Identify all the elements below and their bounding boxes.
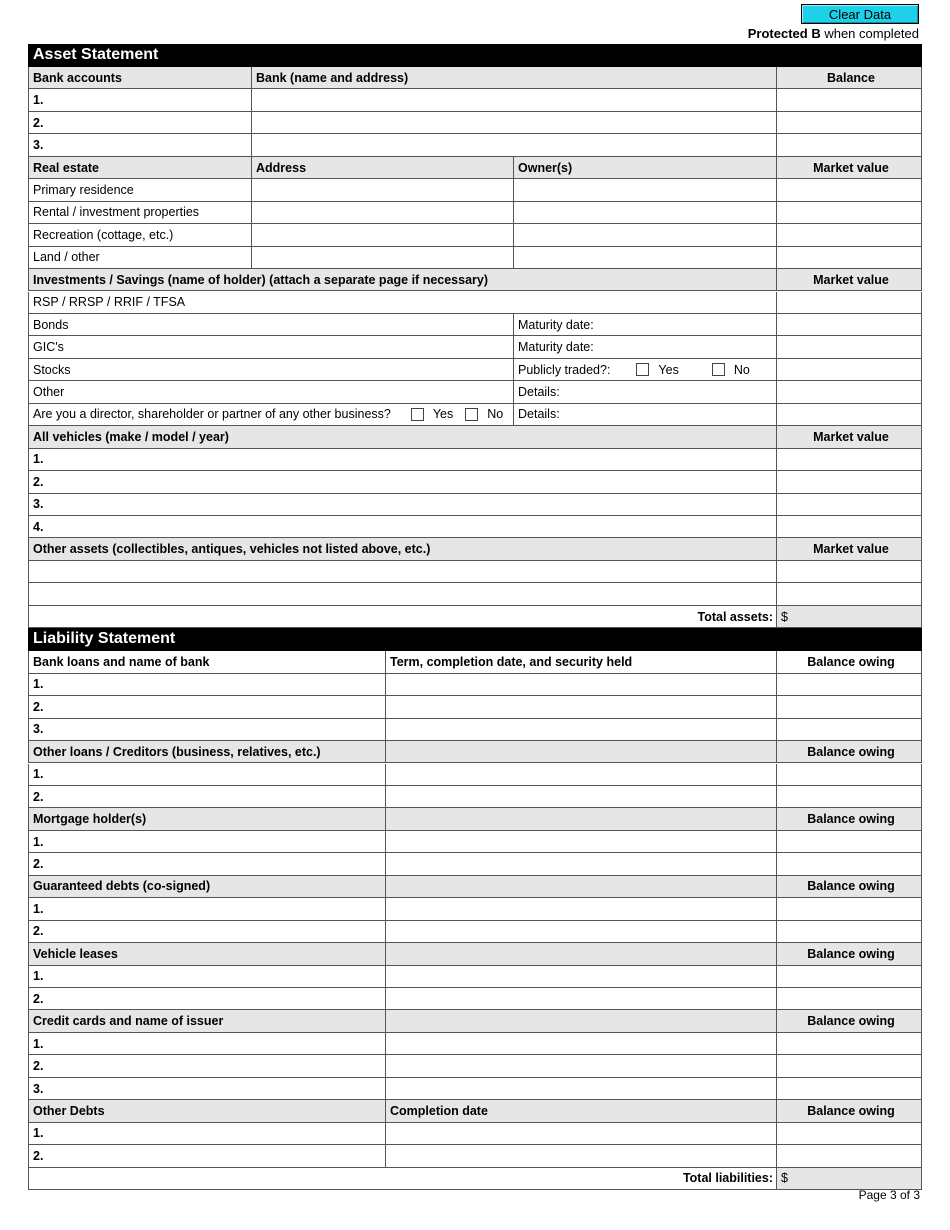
total-assets-label: Total assets: xyxy=(697,609,773,624)
vehicle-leases-label: Vehicle leases xyxy=(33,946,118,961)
vehicles-label: All vehicles (make / model / year) xyxy=(33,429,229,444)
real-estate-3-address-field[interactable] xyxy=(252,224,514,246)
market-value-label: Market value xyxy=(813,272,889,287)
mortgage-2-detail-field[interactable] xyxy=(386,853,777,875)
market-value-label: Market value xyxy=(813,542,889,557)
completion-date-header xyxy=(386,1100,777,1122)
vehicle-leases-balance-header xyxy=(777,943,922,965)
other-asset-2-field[interactable] xyxy=(28,583,777,605)
bank-name-header xyxy=(252,67,777,89)
credit-cards-3-field[interactable] xyxy=(28,1078,386,1100)
real-estate-type-4 xyxy=(28,247,252,269)
real-estate-3-owners-field[interactable] xyxy=(514,224,777,246)
credit-cards-3-balance-field[interactable] xyxy=(777,1078,922,1100)
credit-cards-label: Credit cards and name of issuer xyxy=(33,1014,224,1029)
other-debts-header xyxy=(28,1100,386,1122)
guaranteed-1-detail-field[interactable] xyxy=(386,898,777,920)
balance-label: Balance xyxy=(827,70,875,85)
vehicle-2-value-field[interactable] xyxy=(777,471,922,493)
stocks-field[interactable] xyxy=(28,359,514,381)
bank-name-label: Bank (name and address) xyxy=(256,70,409,85)
director-yes-checkbox[interactable] xyxy=(411,408,424,421)
guaranteed-label: Guaranteed debts (co-signed) xyxy=(33,879,211,894)
other-assets-label: Other assets (collectibles, antiques, vehicles not listed above, etc.) xyxy=(33,542,431,557)
other-debts-balance-header xyxy=(777,1100,922,1122)
mortgage-header-blank xyxy=(386,808,777,830)
gics-label: GIC's xyxy=(33,340,64,355)
other-debt-1-date-field[interactable] xyxy=(386,1123,777,1145)
director-no-checkbox[interactable] xyxy=(465,408,478,421)
other-debt-2-field[interactable] xyxy=(28,1145,386,1167)
protected-suffix: when completed xyxy=(820,26,919,41)
director-question-cell xyxy=(28,404,514,426)
publicly-traded-yes-checkbox[interactable] xyxy=(636,363,649,376)
credit-cards-header xyxy=(28,1010,386,1032)
mortgage-label: Mortgage holder(s) xyxy=(33,812,147,827)
vehicles-header xyxy=(28,426,777,448)
mortgage-balance-header xyxy=(777,808,922,830)
real-estate-type-2 xyxy=(28,202,252,224)
vehicle-leases-1-field[interactable] xyxy=(28,966,386,988)
maturity-date-label: Maturity date: xyxy=(518,340,594,355)
details-label: Details: xyxy=(518,385,560,400)
balance-owing-label: Balance owing xyxy=(807,744,895,759)
vehicle-2-field[interactable] xyxy=(28,471,777,493)
other-loans-header xyxy=(28,741,386,763)
bank-1-balance-field[interactable] xyxy=(777,89,922,111)
balance-owing-label: Balance owing xyxy=(807,1014,895,1029)
row-number: 3. xyxy=(33,722,44,737)
real-estate-2-owners-field[interactable] xyxy=(514,202,777,224)
total-liabilities-label: Total liabilities: xyxy=(682,1171,773,1186)
gics-field[interactable] xyxy=(28,336,514,358)
protected-level: Protected B xyxy=(747,26,821,41)
other-loans-2-balance-field[interactable] xyxy=(777,786,922,808)
market-value-label: Market value xyxy=(813,160,889,175)
real-estate-type-label: Primary residence xyxy=(33,182,134,197)
bank-2-name-field[interactable] xyxy=(252,112,777,134)
balance-owing-header xyxy=(777,651,922,673)
bank-account-number: 3. xyxy=(33,138,44,153)
other-debt-2-date-field[interactable] xyxy=(386,1145,777,1167)
publicly-traded-options xyxy=(636,363,749,377)
yes-label: Yes xyxy=(658,362,679,377)
row-number: 3. xyxy=(33,1081,44,1096)
bonds-maturity-field[interactable] xyxy=(514,314,777,336)
guaranteed-2-detail-field[interactable] xyxy=(386,921,777,943)
vehicle-number: 3. xyxy=(33,497,44,512)
currency-symbol: $ xyxy=(781,1171,788,1186)
publicly-traded-label: Publicly traded?: xyxy=(518,362,611,377)
bonds-value-field[interactable] xyxy=(777,314,922,336)
mortgage-1-detail-field[interactable] xyxy=(386,831,777,853)
balance-owing-label: Balance owing xyxy=(807,946,895,961)
completion-date-label: Completion date xyxy=(390,1103,488,1118)
bank-account-number: 2. xyxy=(33,115,44,130)
other-loans-2-detail-field[interactable] xyxy=(386,786,777,808)
vehicle-3-value-field[interactable] xyxy=(777,494,922,516)
rsp-value-field[interactable] xyxy=(777,292,922,314)
credit-cards-1-field[interactable] xyxy=(28,1033,386,1055)
bank-3-balance-field[interactable] xyxy=(777,134,922,156)
real-estate-1-owners-field[interactable] xyxy=(514,179,777,201)
other-debt-2-balance-field[interactable] xyxy=(777,1145,922,1167)
total-assets-label-cell xyxy=(28,606,777,628)
term-header xyxy=(386,651,777,673)
row-number: 2. xyxy=(33,789,44,804)
vehicle-number: 1. xyxy=(33,452,44,467)
real-estate-type-3 xyxy=(28,224,252,246)
real-estate-type-1 xyxy=(28,179,252,201)
bank-account-2-field[interactable] xyxy=(28,112,252,134)
other-label: Other xyxy=(33,385,65,400)
vehicle-3-field[interactable] xyxy=(28,494,777,516)
other-loans-2-field[interactable] xyxy=(28,786,386,808)
balance-owing-label: Balance owing xyxy=(807,879,895,894)
balance-owing-label: Balance owing xyxy=(807,812,895,827)
bank-accounts-label: Bank accounts xyxy=(33,70,122,85)
address-label: Address xyxy=(256,160,307,175)
credit-cards-3-detail-field[interactable] xyxy=(386,1078,777,1100)
mortgage-header xyxy=(28,808,386,830)
row-number: 2. xyxy=(33,924,44,939)
other-investments-value-field[interactable] xyxy=(777,381,922,403)
vehicle-leases-header-blank xyxy=(386,943,777,965)
bonds-field[interactable] xyxy=(28,314,514,336)
vehicle-leases-2-balance-field[interactable] xyxy=(777,988,922,1010)
other-debt-1-balance-field[interactable] xyxy=(777,1123,922,1145)
bank-loan-2-balance-field[interactable] xyxy=(777,696,922,718)
clear-data-button[interactable]: Clear Data xyxy=(801,4,919,24)
market-value-label: Market value xyxy=(813,429,889,444)
bank-loans-header xyxy=(28,651,386,673)
row-number: 1. xyxy=(33,767,44,782)
credit-cards-2-detail-field[interactable] xyxy=(386,1055,777,1077)
liability-statement-title: Liability Statement xyxy=(28,628,922,651)
guaranteed-1-field[interactable] xyxy=(28,898,386,920)
credit-cards-header-blank xyxy=(386,1010,777,1032)
row-number: 1. xyxy=(33,677,44,692)
mortgage-2-balance-field[interactable] xyxy=(777,853,922,875)
other-investments-field[interactable] xyxy=(28,381,514,403)
vehicle-leases-2-field[interactable] xyxy=(28,988,386,1010)
bank-1-name-field[interactable] xyxy=(252,89,777,111)
other-loans-header-blank xyxy=(386,741,777,763)
vehicle-1-field[interactable] xyxy=(28,449,777,471)
term-label: Term, completion date, and security held xyxy=(390,654,633,669)
real-estate-1-address-field[interactable] xyxy=(252,179,514,201)
balance-header xyxy=(777,67,922,89)
real-estate-4-address-field[interactable] xyxy=(252,247,514,269)
gics-maturity-field[interactable] xyxy=(514,336,777,358)
vehicle-leases-1-detail-field[interactable] xyxy=(386,966,777,988)
total-liabilities-field[interactable] xyxy=(777,1168,922,1190)
row-number: 2. xyxy=(33,1148,44,1163)
owners-header xyxy=(514,157,777,179)
other-loans-1-detail-field[interactable] xyxy=(386,764,777,786)
vehicle-1-value-field[interactable] xyxy=(777,449,922,471)
vehicle-leases-header xyxy=(28,943,386,965)
asset-statement-title: Asset Statement xyxy=(28,44,922,67)
total-liabilities-label-cell xyxy=(28,1168,777,1190)
guaranteed-balance-header xyxy=(777,876,922,898)
real-estate-type-label: Land / other xyxy=(33,250,100,265)
row-number: 1. xyxy=(33,901,44,916)
row-number: 1. xyxy=(33,1126,44,1141)
publicly-traded-cell xyxy=(514,359,777,381)
mortgage-1-balance-field[interactable] xyxy=(777,831,922,853)
row-number: 2. xyxy=(33,1059,44,1074)
vehicle-leases-1-balance-field[interactable] xyxy=(777,966,922,988)
guaranteed-2-balance-field[interactable] xyxy=(777,921,922,943)
balance-owing-label: Balance owing xyxy=(807,1103,895,1118)
no-label: No xyxy=(487,407,504,422)
real-estate-header xyxy=(28,157,252,179)
vehicle-4-value-field[interactable] xyxy=(777,516,922,538)
details-label: Details: xyxy=(518,407,560,422)
row-number: 1. xyxy=(33,969,44,984)
director-question-label: Are you a director, shareholder or partner of any other business? xyxy=(33,407,391,422)
bank-account-3-field[interactable] xyxy=(28,134,252,156)
bank-loan-3-term-field[interactable] xyxy=(386,719,777,741)
mortgage-1-field[interactable] xyxy=(28,831,386,853)
other-asset-2-value-field[interactable] xyxy=(777,583,922,605)
row-number: 1. xyxy=(33,1036,44,1051)
rsp-label: RSP / RRSP / RRIF / TFSA xyxy=(33,295,186,310)
investments-header xyxy=(28,269,777,291)
guaranteed-header-blank xyxy=(386,876,777,898)
guaranteed-2-field[interactable] xyxy=(28,921,386,943)
credit-cards-2-field[interactable] xyxy=(28,1055,386,1077)
publicly-traded-no-checkbox[interactable] xyxy=(712,363,725,376)
bank-loan-1-term-field[interactable] xyxy=(386,674,777,696)
other-loans-label: Other loans / Creditors (business, relatives, etc.) xyxy=(33,744,321,759)
real-estate-label: Real estate xyxy=(33,160,100,175)
page-number: Page 3 of 3 xyxy=(858,1188,920,1202)
credit-cards-2-balance-field[interactable] xyxy=(777,1055,922,1077)
bank-loan-2-term-field[interactable] xyxy=(386,696,777,718)
other-assets-value-header xyxy=(777,538,922,560)
guaranteed-header xyxy=(28,876,386,898)
gics-value-field[interactable] xyxy=(777,336,922,358)
director-options xyxy=(411,407,503,421)
no-label: No xyxy=(733,362,750,377)
mortgage-2-field[interactable] xyxy=(28,853,386,875)
bank-account-1-field[interactable] xyxy=(28,89,252,111)
bank-loan-2-field[interactable] xyxy=(28,696,386,718)
bank-accounts-header xyxy=(28,67,252,89)
bank-loans-label: Bank loans and name of bank xyxy=(33,654,210,669)
investments-label: Investments / Savings (name of holder) (attach a separate page if necessary) xyxy=(33,272,489,287)
owners-label: Owner(s) xyxy=(518,160,573,175)
guaranteed-1-balance-field[interactable] xyxy=(777,898,922,920)
other-loans-1-field[interactable] xyxy=(28,764,386,786)
total-assets-field[interactable] xyxy=(777,606,922,628)
credit-cards-balance-header xyxy=(777,1010,922,1032)
real-estate-1-value-field[interactable] xyxy=(777,179,922,201)
rsp-field[interactable] xyxy=(28,292,777,314)
credit-cards-1-detail-field[interactable] xyxy=(386,1033,777,1055)
other-loans-1-balance-field[interactable] xyxy=(777,764,922,786)
vehicle-4-field[interactable] xyxy=(28,516,777,538)
maturity-date-label: Maturity date: xyxy=(518,317,594,332)
row-number: 2. xyxy=(33,991,44,1006)
yes-label: Yes xyxy=(432,407,454,422)
real-estate-4-value-field[interactable] xyxy=(777,247,922,269)
bank-account-number: 1. xyxy=(33,93,44,108)
row-number: 1. xyxy=(33,834,44,849)
vehicle-leases-2-detail-field[interactable] xyxy=(386,988,777,1010)
stocks-label: Stocks xyxy=(33,362,71,377)
market-value-header xyxy=(777,157,922,179)
bank-loan-1-field[interactable] xyxy=(28,674,386,696)
bank-loan-3-field[interactable] xyxy=(28,719,386,741)
real-estate-3-value-field[interactable] xyxy=(777,224,922,246)
other-loans-balance-header xyxy=(777,741,922,763)
vehicle-number: 4. xyxy=(33,519,44,534)
bank-loan-3-balance-field[interactable] xyxy=(777,719,922,741)
row-number: 2. xyxy=(33,857,44,872)
real-estate-2-address-field[interactable] xyxy=(252,202,514,224)
real-estate-type-label: Rental / investment properties xyxy=(33,205,200,220)
other-assets-header xyxy=(28,538,777,560)
other-asset-1-value-field[interactable] xyxy=(777,561,922,583)
bonds-label: Bonds xyxy=(33,317,69,332)
vehicles-value-header xyxy=(777,426,922,448)
bank-loan-1-balance-field[interactable] xyxy=(777,674,922,696)
balance-owing-label: Balance owing xyxy=(807,654,895,669)
other-debts-label: Other Debts xyxy=(33,1103,105,1118)
address-header xyxy=(252,157,514,179)
investments-value-header xyxy=(777,269,922,291)
real-estate-type-label: Recreation (cottage, etc.) xyxy=(33,227,174,242)
director-details-field[interactable] xyxy=(514,404,777,426)
real-estate-4-owners-field[interactable] xyxy=(514,247,777,269)
other-asset-1-field[interactable] xyxy=(28,561,777,583)
bank-2-balance-field[interactable] xyxy=(777,112,922,134)
bank-3-name-field[interactable] xyxy=(252,134,777,156)
director-blank-cell xyxy=(777,404,922,426)
real-estate-2-value-field[interactable] xyxy=(777,202,922,224)
currency-symbol: $ xyxy=(781,609,788,624)
other-debt-1-field[interactable] xyxy=(28,1123,386,1145)
stocks-value-field[interactable] xyxy=(777,359,922,381)
protected-notice xyxy=(748,26,919,41)
other-details-field[interactable] xyxy=(514,381,777,403)
credit-cards-1-balance-field[interactable] xyxy=(777,1033,922,1055)
vehicle-number: 2. xyxy=(33,474,44,489)
row-number: 2. xyxy=(33,699,44,714)
